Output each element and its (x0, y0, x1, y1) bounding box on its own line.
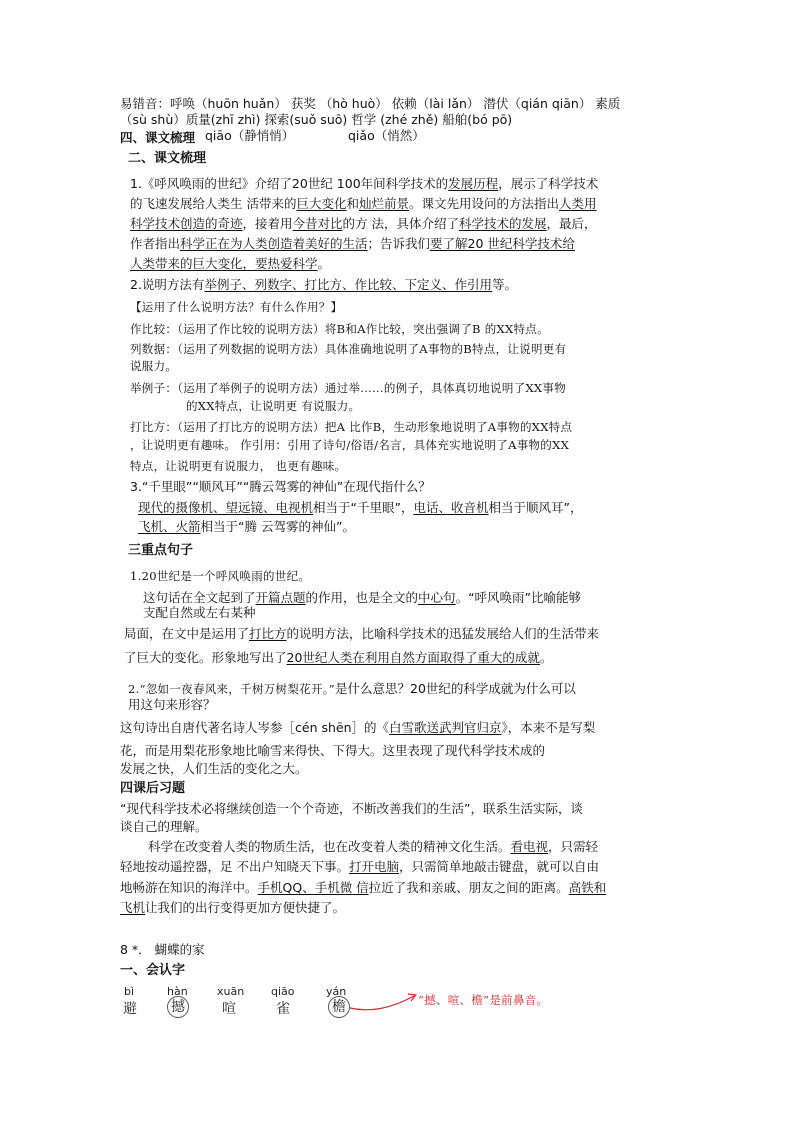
char-xuan: 喧 (222, 1001, 236, 1017)
method-example-line-1: 举例子：（运用了举例子的说明方法）通过举……的例子，具体真切地说明了XX事物 (130, 381, 567, 395)
key-answer-2-line-3: 发展之快，人们生活的变化之大。 (120, 761, 308, 776)
method-example-line-2: 的XX特点，让说明更 有说服力。 (186, 399, 361, 413)
key-answer-2-line-1: 这句诗出自唐代著名诗人岑参［cén shēn］的《白雪歌送武判官归京》，本来不是写梨 (120, 720, 596, 735)
exercise-question-line-1: “现代科学技术必将继续创造一个个奇迹，不断改善我们的生活”，联系生活实际，谈 (120, 801, 583, 816)
section-heading-3: 三重点句子 (128, 543, 194, 558)
para-3-answer-line-2: 飞机、火箭相当于“腾 云驾雾的神仙”。 (138, 519, 355, 534)
easy-mistake-line-2: （sù shù）质量(zhī zhì) 探索(suǒ suō) 哲学 (zhé zhě) 船舶(bó pō) (120, 112, 513, 127)
front-nasal-note: “撼、喧、檐”是前鼻音。 (418, 993, 549, 1007)
para-1-line-5: 人类带来的巨大变化，要热爱科学。 (130, 256, 331, 271)
pinyin-qiao: qiāo (271, 985, 295, 998)
lesson-8-heading-1: 一、会认字 (120, 963, 186, 978)
exercise-answer-line-2: 轻地按动遥控器，足 不出户知晓天下事。打开电脑，只需简单地敲击键盘，就可以自由 (120, 859, 600, 874)
section-heading-4-overlap: 四、课文梳理 (120, 130, 196, 145)
key-answer-1-line-4: 了巨大的变化。形象地写出了20世纪人类在利用自然方面取得了重大的成就。 (124, 650, 553, 665)
pinyin-bi: bì (124, 985, 135, 998)
key-answer-1-line-3: 局面，在文中是运用了打比方的说明方法，比喻科学技术的迅猛发展给人们的生活带来 (124, 626, 600, 641)
section-heading-4: 四课后习题 (120, 781, 186, 796)
method-compare: 作比较：（运用了作比较的说明方法）将B和A作比较，突出强调了B 的XX特点。 (130, 322, 549, 336)
para-1-line-2: 的飞速发展给人类生 活带来的巨大变化和灿烂前景。课文先用设问的方法指出人类用 (130, 196, 597, 211)
easy-mistake-line-3a: qiāo（静悄悄） (205, 128, 295, 143)
key-sentence-2-line-2: 用这句来形容？ (128, 697, 216, 712)
method-question: 【运用了什么说明方法？有什么作用？】 (130, 300, 343, 314)
method-metaphor-line-3: 特点，让说明更有说服力， 也更有趣味。 (130, 459, 347, 473)
para-3-answer-line-1: 现代的摄像机、望远镜、电视机相当于“千里眼”，电话、收音机相当于顺风耳”， (138, 500, 583, 515)
para-1-line-4: 作者指出科学正在为人类创造着美好的生活；告诉我们要了解20 世纪科学技术给 (130, 236, 575, 251)
section-heading-2: 二、课文梳理 (128, 151, 207, 166)
pinyin-xuan: xuān (217, 985, 245, 998)
char-han-circled: 撼 (167, 996, 189, 1018)
exercise-answer-line-1: 科学在改变着人类的物质生活，也在改变着人类的精神文化生活。看电视，只需轻 (148, 839, 599, 854)
para-1-line-1: 1.《呼风唤雨的世纪》介绍了20世纪 100年间科学技术的发展历程，展示了科学技术 (130, 176, 599, 191)
method-metaphor-line-2: ，让说明更有趣味。 作引用：引用了诗句/俗语/名言，具体充实地说明了A事物的XX (130, 438, 570, 452)
annotation-arrow-icon (348, 990, 420, 1016)
method-numbers-line-1: 列数据：（运用了列数据的说明方法）具体准确地说明了A事物的B特点，让说明更有 (130, 342, 567, 356)
exercise-answer-line-3: 地畅游在知识的海洋中。手机QQ、手机微 信拉近了我和亲戚、朋友之间的距离。高铁和 (120, 880, 607, 895)
easy-mistake-line-3b: qiǎo（悄然） (348, 128, 425, 143)
exercise-question-line-2: 谈自己的理解。 (120, 819, 208, 834)
char-bi: 避 (123, 1001, 137, 1017)
char-que: 雀 (276, 1001, 290, 1017)
para-1-line-3: 科学技术创造的奇迹，接着用今昔对比的方 法，具体介绍了科学技术的发展，最后， (130, 216, 597, 231)
pinyin-han: hàn (167, 985, 188, 998)
key-answer-2-line-2: 花，而是用梨花形象地比喻雪来得快、下得大。这里表现了现代科学技术成的 (120, 743, 546, 758)
char-yan-circled: 檐 (328, 996, 350, 1018)
exercise-answer-line-4: 飞机让我们的出行变得更加方便快捷了。 (120, 900, 346, 915)
easy-mistake-line-1: 易错音：呼唤（huōn huǎn） 获奖 （hò huò） 依赖（lài lǎn） 潜伏（qián qiān） 素质 (120, 96, 621, 111)
key-answer-1-line-1: 这句话在全文起到了开篇点题的作用，也是全文的中心句。“呼风唤雨”比喻能够 (143, 590, 582, 605)
method-numbers-line-2: 说服力。 (130, 359, 178, 373)
lesson-8-title: 8 *． 蝴蝶的家 (120, 942, 205, 957)
method-metaphor-line-1: 打比方：（运用了打比方的说明方法）把A 比作B，生动形象地说明了A事物的XX特点 (130, 420, 573, 434)
para-3-question: 3.“千里眼”“顺风耳”“腾云驾雾的神仙”在现代指什么？ (130, 479, 431, 494)
para-2: 2.说明方法有举例子、列数字、打比方、作比较、下定义、作引用等。 (130, 277, 517, 292)
key-answer-1-line-2: 支配自然或左右某种 (143, 605, 256, 620)
pinyin-yan: yán (326, 985, 347, 998)
key-sentence-2-line-1: 2.“忽如一夜春风来，千树万树梨花开。”是什么意思？20世纪的科学成就为什么可以 (128, 681, 576, 696)
key-sentence-1: 1.20世纪是一个呼风唤雨的世纪。 (130, 569, 311, 583)
